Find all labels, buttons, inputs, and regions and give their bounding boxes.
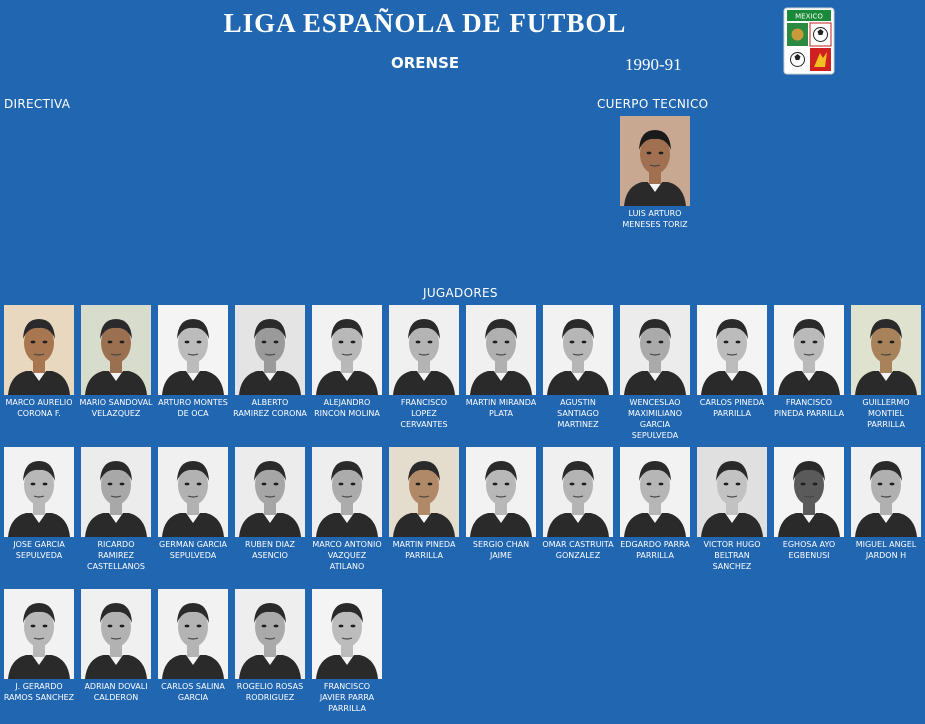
player-name: ALEJANDRO RINCON MOLINA: [314, 398, 380, 418]
player-card: [310, 305, 384, 419]
player-card: [2, 447, 76, 561]
player-name: MARIO SANDOVAL VELAZQUEZ: [79, 398, 153, 418]
player-photo: [466, 447, 536, 537]
player-name: EGHOSA AYO EGBENUSI: [782, 540, 836, 560]
player-photo: [466, 305, 536, 395]
player-name: MARTIN MIRANDA PLATA: [465, 398, 537, 418]
player-name: ARTURO MONTES DE OCA: [158, 398, 228, 418]
player-photo: [389, 305, 459, 395]
crest-label: MEXICO: [795, 12, 823, 21]
player-card: [156, 447, 230, 561]
player-name: MARTIN PINEDA PARRILLA: [392, 540, 456, 560]
player-photo: [851, 447, 921, 537]
player-name: J. GERARDO RAMOS SANCHEZ: [3, 682, 75, 702]
player-photo: [543, 447, 613, 537]
player-photo: [851, 305, 921, 395]
player-name: FRANCISCO LOPEZ CERVANTES: [400, 398, 448, 429]
player-photo: [312, 305, 382, 395]
player-photo: [312, 447, 382, 537]
player-photo: [620, 116, 690, 206]
player-name: RICARDO RAMIREZ CASTELLANOS: [86, 540, 145, 571]
player-photo: [4, 447, 74, 537]
player-photo: [235, 589, 305, 679]
player-card: [233, 447, 307, 561]
player-card: [310, 447, 384, 572]
player-card: [541, 447, 615, 561]
player-photo: [774, 305, 844, 395]
section-cuerpo-tecnico: CUERPO TECNICO: [597, 97, 709, 111]
player-name: GERMAN GARCIA SEPULVEDA: [159, 540, 227, 560]
player-photo: [158, 589, 228, 679]
player-name: VICTOR HUGO BELTRAN SANCHEZ: [703, 540, 761, 571]
player-photo: [620, 305, 690, 395]
player-card: [695, 305, 769, 419]
player-name: MARCO AURELIO CORONA F.: [5, 398, 73, 418]
player-card: [79, 447, 153, 572]
player-photo: [774, 447, 844, 537]
player-name: FRANCISCO JAVIER PARRA PARRILLA: [319, 682, 375, 713]
player-card: [387, 447, 461, 561]
player-card: [156, 305, 230, 419]
player-card: [233, 589, 307, 703]
player-card: [464, 305, 538, 419]
player-card: [849, 447, 923, 561]
player-card: [79, 589, 153, 703]
player-card: [618, 305, 692, 441]
player-photo: [81, 447, 151, 537]
player-photo: [4, 305, 74, 395]
player-name: ADRIAN DOVALI CALDERON: [84, 682, 148, 702]
player-name: CARLOS PINEDA PARRILLA: [699, 398, 765, 418]
player-card: [464, 447, 538, 561]
player-name: CARLOS SALINA GARCIA: [161, 682, 225, 702]
section-directiva: DIRECTIVA: [4, 97, 71, 111]
player-photo: [389, 447, 459, 537]
player-name: MIGUEL ANGEL JARDON H: [855, 540, 917, 560]
player-photo: [158, 305, 228, 395]
player-photo: [620, 447, 690, 537]
player-photo: [235, 447, 305, 537]
player-card: [233, 305, 307, 419]
player-card: [2, 589, 76, 703]
player-photo: [81, 589, 151, 679]
player-name: WENCESLAO MAXIMILIANO GARCIA SEPULVEDA: [627, 398, 683, 440]
section-jugadores: JUGADORES: [423, 286, 498, 300]
player-card: [849, 305, 923, 430]
player-name: EDGARDO PARRA PARRILLA: [620, 540, 690, 560]
player-card: [541, 305, 615, 430]
player-photo: [697, 447, 767, 537]
player-name: RUBEN DIAZ ASENCIO: [245, 540, 295, 560]
page-title: LIGA ESPAÑOLA DE FUTBOL: [223, 8, 627, 38]
player-photo: [158, 447, 228, 537]
player-name: OMAR CASTRUITA GONZALEZ: [542, 540, 614, 560]
player-photo: [4, 589, 74, 679]
player-card: [618, 447, 692, 561]
player-photo: [81, 305, 151, 395]
player-card: [387, 305, 461, 430]
staff-card: [618, 116, 692, 230]
staff-name: LUIS ARTURO MENESES TORIZ: [622, 209, 688, 229]
team-name: ORENSE: [391, 54, 460, 72]
player-photo: [697, 305, 767, 395]
player-name: FRANCISCO PINEDA PARRILLA: [773, 398, 845, 418]
player-card: [772, 305, 846, 419]
player-photo: [235, 305, 305, 395]
player-name: GUILLERMO MONTIEL PARRILLA: [862, 398, 910, 429]
player-name: JOSE GARCIA SEPULVEDA: [13, 540, 65, 560]
crest-icon: [783, 7, 835, 75]
season-label: 1990-91: [625, 55, 682, 74]
player-card: [310, 589, 384, 714]
player-name: ALBERTO RAMIREZ CORONA: [233, 398, 307, 418]
player-photo: [312, 589, 382, 679]
player-photo: [543, 305, 613, 395]
player-card: [2, 305, 76, 419]
player-name: ROGELIO ROSAS RODRIGUEZ: [236, 682, 304, 702]
player-card: [79, 305, 153, 419]
player-card: [695, 447, 769, 572]
player-card: [156, 589, 230, 703]
player-name: SERGIO CHAN JAIME: [472, 540, 530, 560]
player-name: AGUSTIN SANTIAGO MARTINEZ: [557, 398, 599, 429]
player-card: [772, 447, 846, 561]
player-name: MARCO ANTONIO VAZQUEZ ATILANO: [312, 540, 382, 571]
